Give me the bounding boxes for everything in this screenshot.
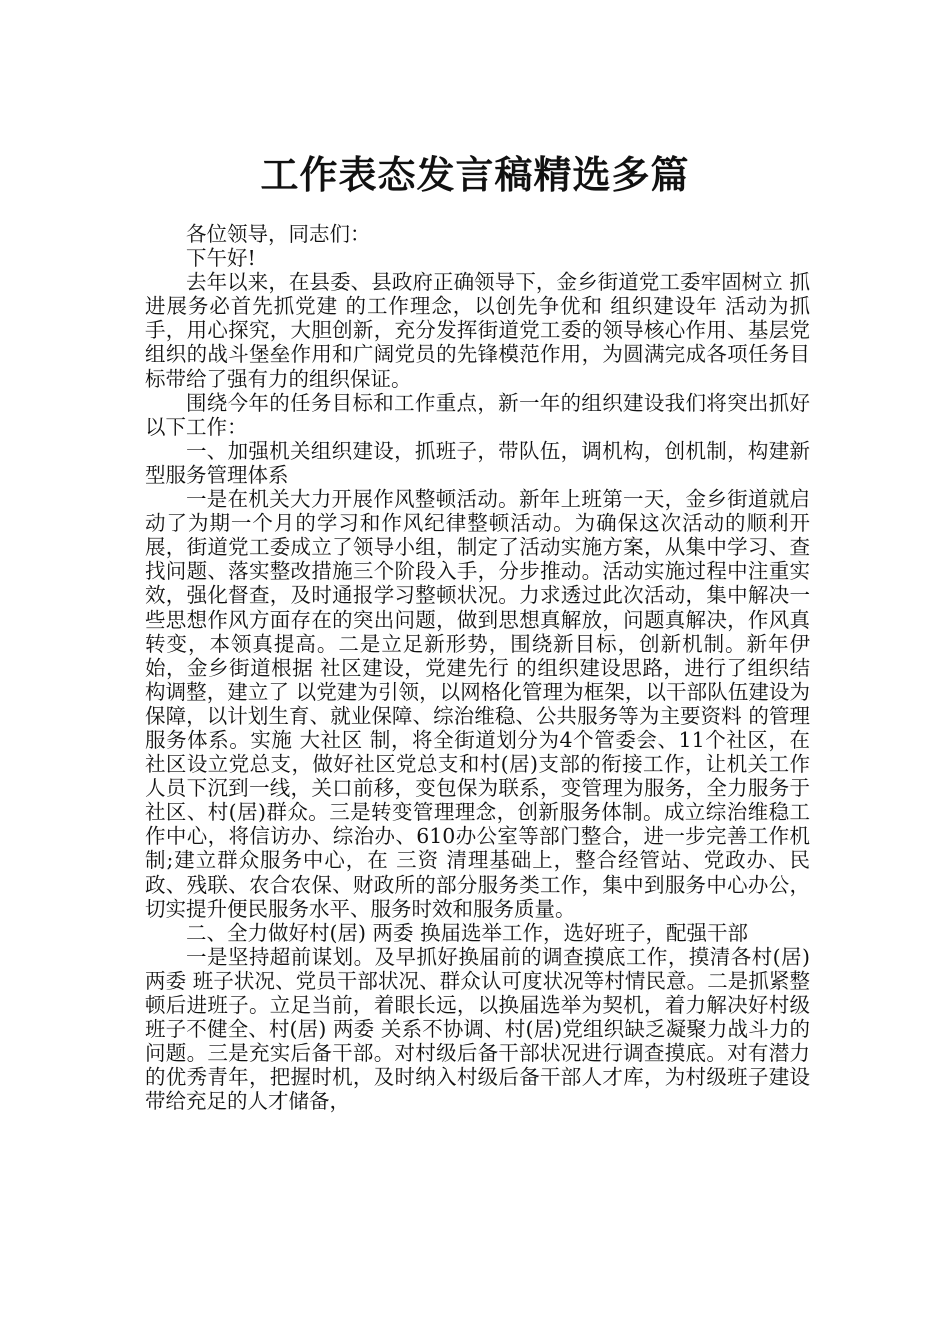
paragraph-goals: 围绕今年的任务目标和工作重点，新一年的组织建设我们将突出抓好以下工作： (145, 390, 810, 439)
paragraph-intro: 去年以来，在县委、县政府正确领导下，金乡街道党工委牢固树立 抓进展务必首先抓党建 的工作理念，以创先争优和 组织建设年 活动为抓手，用心探究，大胆创新，充分发挥街道党工委的领导核心作用、基层党组织的战斗堡垒作用和广阔党员的先锋模范作用，为圆满完成各项任务目标带给了强有力的组织保证。 (145, 270, 810, 391)
paragraph-section-2: 一是坚持超前谋划。及早抓好换届前的调查摸底工作，摸清各村(居) 两委 班子状况、党员干部状况、群众认可度状况等村情民意。二是抓紧整顿后进班子。立足当前，着眼长远，以换届选举为契机，着力解决好村级班子不健全、村(居) 两委 关系不协调、村(居)党组织缺乏凝聚力战斗力的问题。三是充实后备干部。对村级后备干部状况进行调查摸底。对有潜力的优秀青年，把握时机，及时纳入村级后备干部人才库，为村级班子建设带给充足的人才储备， (145, 944, 810, 1114)
salutation: 各位领导，同志们： (186, 222, 371, 246)
document-title: 工作表态发言稿精选多篇 (260, 153, 690, 198)
document-body (145, 222, 810, 1113)
section-heading-1: 一、加强机关组织建设，抓班子，带队伍，调机构，创机制，构建新型服务管理体系 (145, 438, 810, 487)
greeting: 下午好! (186, 246, 256, 271)
paragraph-section-1: 一是在机关大力开展作风整顿活动。新年上班第一天，金乡街道就启动了为期一个月的学习和作风纪律整顿活动。为确保这次活动的顺利开展，街道党工委成立了领导小组，制定了活动实施方案，从集中学习、查找问题、落实整改措施三个阶段入手，分步推动。活动实施过程中注重实效，强化督查，及时通报学习整顿状况。力求透过此次活动，集中解决一些思想作风方面存在的突出问题，做到思想真解放，问题真解决，作风真转变，本领真提高。二是立足新形势，围绕新目标，创新机制。新年伊始，金乡街道根据 社区建设，党建先行 的组织建设思路，进行了组织结构调整，建立了 以党建为引领，以网格化管理为框架，以干部队伍建设为保障，以计划生育、就业保障、综治维稳、公共服务等为主要资料 的管理服务体系。实施 大社区 制，将全街道划分为4个管委会、11个社区，在社区设立党总支，做好社区党总支和村(居)支部的衔接工作，让机关工作人员下沉到一线，关口前移，变包保为联系，变管理为服务，全力服务于社区、村(居)群众。三是转变管理理念，创新服务体制。成立综治维稳工作中心，将信访办、综治办、610办公室等部门整合，进一步完善工作机制;建立群众服务中心，在 三资 清理基础上，整合经管站、党政办、民政、残联、农合农保、财政所的部分服务类工作，集中到服务中心办公，切实提升便民服务水平、服务时效和服务质量。 (145, 487, 810, 921)
section-heading-2: 二、全力做好村(居) 两委 换届选举工作，选好班子，配强干部 (186, 920, 749, 945)
